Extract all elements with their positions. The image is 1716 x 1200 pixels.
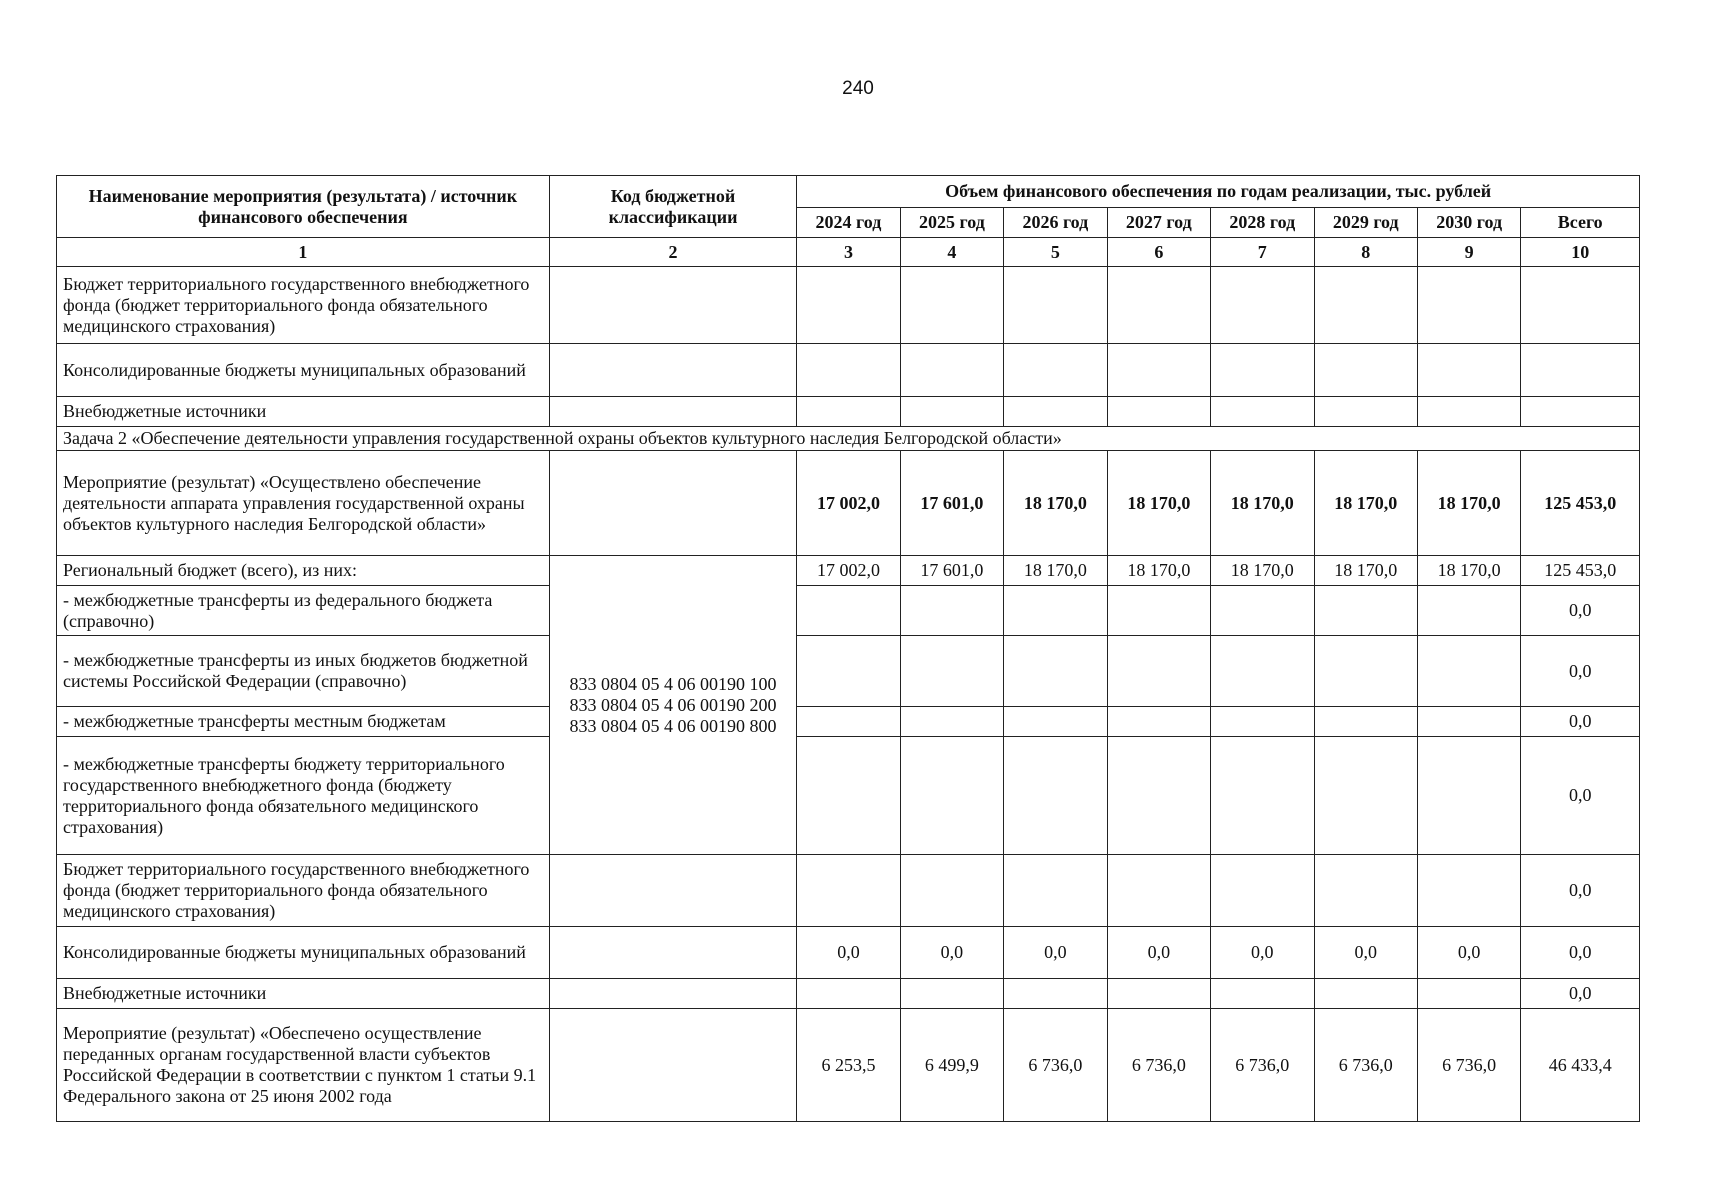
row-name: Внебюджетные источники bbox=[57, 397, 550, 427]
value-cell: 18 170,0 bbox=[1314, 556, 1417, 586]
header-year: 2030 год bbox=[1417, 208, 1520, 238]
row-name: Мероприятие (результат) «Обеспечено осуществление переданных органам государственной власти субъектов Российской Федерации в соответствии с пунктом 1 статьи 9.1 Федерального закона от 25 июня 2002 года bbox=[57, 1009, 550, 1122]
header-year: 2029 год bbox=[1314, 208, 1417, 238]
header-volume-group: Объем финансового обеспечения по годам реализации, тыс. рублей bbox=[797, 176, 1640, 208]
row-name: - межбюджетные трансферты из федерального бюджета (справочно) bbox=[57, 586, 550, 636]
value-cell: 18 170,0 bbox=[1107, 556, 1210, 586]
value-cell: 0,0 bbox=[1211, 927, 1314, 979]
total-cell: 0,0 bbox=[1521, 636, 1640, 707]
value-cell: 17 601,0 bbox=[900, 556, 1003, 586]
value-cell: 6 736,0 bbox=[1314, 1009, 1417, 1122]
value-cell: 6 253,5 bbox=[797, 1009, 900, 1122]
row-name: - межбюджетные трансферты местным бюджетам bbox=[57, 707, 550, 737]
value-cell: 18 170,0 bbox=[1211, 556, 1314, 586]
total-cell: 0,0 bbox=[1521, 707, 1640, 737]
table-row bbox=[57, 636, 1640, 707]
value-cell: 18 170,0 bbox=[1211, 451, 1314, 556]
budget-code: 833 0804 05 4 06 00190 100 833 0804 05 4 06 00190 200 833 0804 05 4 06 00190 800 bbox=[549, 556, 796, 855]
value-cell: 6 736,0 bbox=[1417, 1009, 1520, 1122]
value-cell: 17 002,0 bbox=[797, 451, 900, 556]
budget-table bbox=[56, 175, 1640, 1122]
value-cell: 0,0 bbox=[1417, 927, 1520, 979]
table-row bbox=[57, 737, 1640, 855]
table-row bbox=[57, 855, 1640, 927]
value-cell: 6 736,0 bbox=[1004, 1009, 1107, 1122]
value-cell: 6 499,9 bbox=[900, 1009, 1003, 1122]
header-row-1 bbox=[57, 176, 1640, 208]
total-cell: 0,0 bbox=[1521, 737, 1640, 855]
row-name: Бюджет территориального государственного внебюджетного фонда (бюджет территориального фонда обязательного медицинского страхования) bbox=[57, 267, 550, 344]
table-row bbox=[57, 451, 1640, 556]
header-year: 2027 год bbox=[1107, 208, 1210, 238]
header-year: 2028 год bbox=[1211, 208, 1314, 238]
table-row bbox=[57, 344, 1640, 397]
column-number: 2 bbox=[549, 238, 796, 267]
total-cell: 0,0 bbox=[1521, 979, 1640, 1009]
value-cell: 18 170,0 bbox=[1004, 451, 1107, 556]
column-number: 3 bbox=[797, 238, 900, 267]
header-year: 2024 год bbox=[797, 208, 900, 238]
header-name: Наименование мероприятия (результата) / источник финансового обеспечения bbox=[57, 176, 550, 238]
table-row bbox=[57, 979, 1640, 1009]
task-row bbox=[57, 427, 1640, 451]
table-row bbox=[57, 397, 1640, 427]
value-cell: 17 601,0 bbox=[900, 451, 1003, 556]
value-cell: 18 170,0 bbox=[1314, 451, 1417, 556]
value-cell: 18 170,0 bbox=[1004, 556, 1107, 586]
header-total: Всего bbox=[1521, 208, 1640, 238]
row-name: Консолидированные бюджеты муниципальных образований bbox=[57, 344, 550, 397]
table-row bbox=[57, 267, 1640, 344]
value-cell: 0,0 bbox=[797, 927, 900, 979]
table-row bbox=[57, 1009, 1640, 1122]
value-cell: 18 170,0 bbox=[1417, 451, 1520, 556]
table-row bbox=[57, 707, 1640, 737]
column-number: 9 bbox=[1417, 238, 1520, 267]
column-number: 8 bbox=[1314, 238, 1417, 267]
header-year: 2026 год bbox=[1004, 208, 1107, 238]
total-cell: 125 453,0 bbox=[1521, 451, 1640, 556]
total-cell: 125 453,0 bbox=[1521, 556, 1640, 586]
total-cell: 0,0 bbox=[1521, 586, 1640, 636]
task-title: Задача 2 «Обеспечение деятельности управления государственной охраны объектов культурного наследия Белгородской области» bbox=[57, 427, 1640, 451]
row-name: Региональный бюджет (всего), из них: bbox=[57, 556, 550, 586]
column-number: 1 bbox=[57, 238, 550, 267]
value-cell: 6 736,0 bbox=[1211, 1009, 1314, 1122]
column-number: 7 bbox=[1211, 238, 1314, 267]
column-number: 5 bbox=[1004, 238, 1107, 267]
total-cell: 0,0 bbox=[1521, 855, 1640, 927]
value-cell: 17 002,0 bbox=[797, 556, 900, 586]
value-cell: 18 170,0 bbox=[1417, 556, 1520, 586]
row-name: - межбюджетные трансферты бюджету территориального государственного внебюджетного фонда (бюджету территориального фонда обязательного медицинского страхования) bbox=[57, 737, 550, 855]
row-name: Бюджет территориального государственного внебюджетного фонда (бюджет территориального фонда обязательного медицинского страхования) bbox=[57, 855, 550, 927]
column-number: 10 bbox=[1521, 238, 1640, 267]
table-row bbox=[57, 927, 1640, 979]
value-cell: 0,0 bbox=[1314, 927, 1417, 979]
row-name: Внебюджетные источники bbox=[57, 979, 550, 1009]
row-name: Мероприятие (результат) «Осуществлено обеспечение деятельности аппарата управления государственной охраны объектов культурного наследия Белгородской области» bbox=[57, 451, 550, 556]
page-number: 240 bbox=[842, 78, 874, 99]
column-number: 4 bbox=[900, 238, 1003, 267]
value-cell: 0,0 bbox=[1004, 927, 1107, 979]
row-name: - межбюджетные трансферты из иных бюджетов бюджетной системы Российской Федерации (справочно) bbox=[57, 636, 550, 707]
column-number-row bbox=[57, 238, 1640, 267]
table-row bbox=[57, 586, 1640, 636]
total-cell: 46 433,4 bbox=[1521, 1009, 1640, 1122]
value-cell: 6 736,0 bbox=[1107, 1009, 1210, 1122]
total-cell: 0,0 bbox=[1521, 927, 1640, 979]
header-year: 2025 год bbox=[900, 208, 1003, 238]
row-name: Консолидированные бюджеты муниципальных образований bbox=[57, 927, 550, 979]
value-cell: 0,0 bbox=[900, 927, 1003, 979]
value-cell: 0,0 bbox=[1107, 927, 1210, 979]
value-cell: 18 170,0 bbox=[1107, 451, 1210, 556]
header-code: Код бюджетной классификации bbox=[549, 176, 796, 238]
column-number: 6 bbox=[1107, 238, 1210, 267]
table-row bbox=[57, 556, 1640, 586]
